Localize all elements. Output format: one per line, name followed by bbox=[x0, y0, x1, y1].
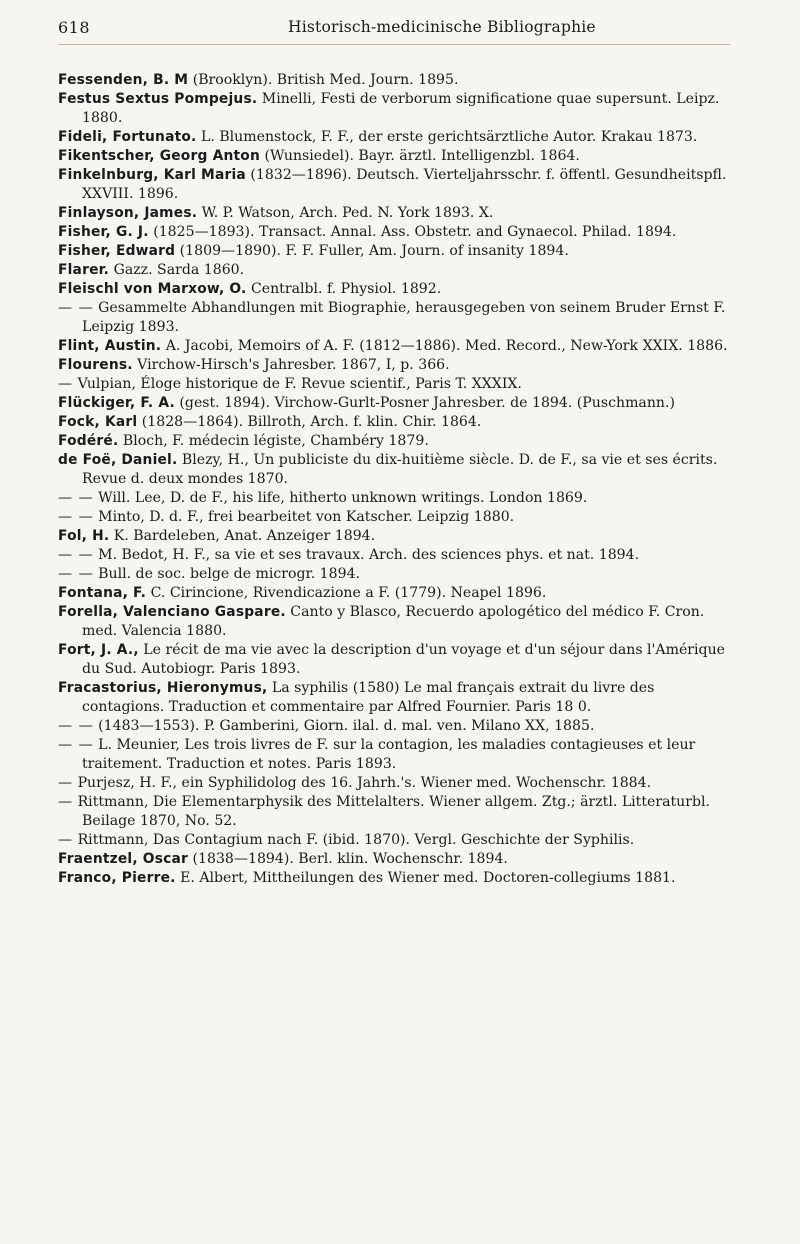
bibliography-entry bbox=[58, 451, 730, 489]
bibliography-entry bbox=[58, 793, 730, 831]
entry-citation: E. Albert, Mittheilungen des Wiener med. Doctoren-collegiums 1881. bbox=[175, 870, 676, 886]
entry-citation: (Wunsiedel). Bayr. ärztl. Intelligenzbl. 1864. bbox=[259, 148, 580, 164]
entry-heading: Fisher, Edward bbox=[58, 243, 176, 259]
entry-heading: Fraentzel, Oscar bbox=[58, 851, 189, 867]
entry-heading: Fort, J. A., bbox=[58, 642, 139, 658]
entry-heading: Fracastorius, Hieronymus, bbox=[58, 680, 268, 696]
ditto-dash: — — bbox=[58, 490, 94, 506]
ditto-dash: — — bbox=[58, 737, 94, 753]
entry-heading: Flint, Austin. bbox=[58, 338, 162, 354]
entry-citation: M. Bedot, H. F., sa vie et ses travaux. Arch. des sciences phys. et nat. 1894. bbox=[93, 547, 640, 563]
entry-heading: Finkelnburg, Karl Maria bbox=[58, 167, 246, 183]
entry-citation: Will. Lee, D. de F., his life, hitherto unknown writings. London 1869. bbox=[93, 490, 588, 506]
bibliography-entry bbox=[58, 679, 730, 717]
entry-citation: A. Jacobi, Memoirs of A. F. (1812—1886). Med. Record., New-York XXIX. 1886. bbox=[161, 338, 728, 354]
entry-citation: Rittmann, Das Contagium nach F. (ibid. 1870). Vergl. Geschichte der Syphilis. bbox=[73, 832, 635, 848]
entry-heading: Fodéré. bbox=[58, 433, 119, 449]
bibliography-entry bbox=[58, 223, 730, 242]
entry-heading: Flückiger, F. A. bbox=[58, 395, 175, 411]
entry-citation: Vulpian, Éloge historique de F. Revue scientif., Paris T. XXXIX. bbox=[73, 376, 522, 392]
entry-citation: Bloch, F. médecin légiste, Chambéry 1879. bbox=[118, 433, 429, 449]
ditto-dash: — — bbox=[58, 718, 94, 734]
bibliography-entry bbox=[58, 850, 730, 869]
entry-citation: Rittmann, Die Elementarphysik des Mittelalters. Wiener allgem. Ztg.; ärztl. Litteraturbl. Beilage 1870, No. 52. bbox=[73, 794, 710, 829]
ditto-dash: — bbox=[58, 775, 74, 791]
entry-heading: Fleischl von Marxow, O. bbox=[58, 281, 247, 297]
entry-citation: L. Meunier, Les trois livres de F. sur la contagion, les maladies contagieuses et leur traitement. Traduction et notes. Paris 1893. bbox=[82, 737, 696, 772]
bibliography-entry bbox=[58, 147, 730, 166]
bibliography-entry bbox=[58, 717, 730, 736]
entry-heading: Fessenden, B. M bbox=[58, 72, 189, 88]
entry-heading: Forella, Valenciano Gaspare. bbox=[58, 604, 286, 620]
bibliography-entry bbox=[58, 242, 730, 261]
bibliography-entry bbox=[58, 565, 730, 584]
entry-heading: Franco, Pierre. bbox=[58, 870, 176, 886]
entry-citation: Gazz. Sarda 1860. bbox=[109, 262, 245, 278]
bibliography-entry bbox=[58, 394, 730, 413]
bibliography-entry bbox=[58, 71, 730, 90]
entry-heading: Fikentscher, Georg Anton bbox=[58, 148, 260, 164]
bibliography-entry bbox=[58, 413, 730, 432]
bibliography-entry bbox=[58, 204, 730, 223]
bibliography-entry bbox=[58, 774, 730, 793]
entry-citation: (1832—1896). Deutsch. Vierteljahrsschr. f. öffentl. Gesundheitspfl. XXVIII. 1896. bbox=[82, 167, 727, 202]
ditto-dash: — — bbox=[58, 566, 94, 582]
entry-heading: Flourens. bbox=[58, 357, 133, 373]
entry-heading: de Foë, Daniel. bbox=[58, 452, 178, 468]
bibliography-entry bbox=[58, 128, 730, 147]
bibliography-entry bbox=[58, 432, 730, 451]
bibliography-entries bbox=[58, 71, 730, 888]
entry-heading: Flarer. bbox=[58, 262, 110, 278]
entry-citation: (1828—1864). Billroth, Arch. f. klin. Chir. 1864. bbox=[137, 414, 482, 430]
page-header bbox=[58, 18, 730, 45]
entry-citation: Purjesz, H. F., ein Syphilidolog des 16. Jahrh.'s. Wiener med. Wochenschr. 1884. bbox=[73, 775, 652, 791]
entry-heading: Fontana, F. bbox=[58, 585, 147, 601]
entry-citation: C. Cirincione, Rivendicazione a F. (1779). Neapel 1896. bbox=[146, 585, 547, 601]
bibliography-entry bbox=[58, 280, 730, 299]
bibliography-entry bbox=[58, 831, 730, 850]
entry-citation: (1809—1890). F. F. Fuller, Am. Journ. of insanity 1894. bbox=[175, 243, 569, 259]
bibliography-entry bbox=[58, 261, 730, 280]
entry-heading: Fock, Karl bbox=[58, 414, 138, 430]
entry-citation: K. Bardeleben, Anat. Anzeiger 1894. bbox=[109, 528, 376, 544]
entry-citation: La syphilis (1580) Le mal français extrait du livre des contagions. Traduction et commentaire par Alfred Fournier. Paris 18 0. bbox=[82, 680, 655, 715]
ditto-dash: — bbox=[58, 376, 74, 392]
bibliography-entry bbox=[58, 527, 730, 546]
entry-citation: W. P. Watson, Arch. Ped. N. York 1893. X. bbox=[197, 205, 494, 221]
bibliography-entry bbox=[58, 375, 730, 394]
entry-citation: Le récit de ma vie avec la description d'un voyage et d'un séjour dans l'Amérique du Sud. Autobiogr. Paris 1893. bbox=[82, 642, 725, 677]
entry-citation: Virchow-Hirsch's Jahresber. 1867, I, p. 366. bbox=[132, 357, 450, 373]
entry-citation: (1838—1894). Berl. klin. Wochenschr. 1894. bbox=[188, 851, 508, 867]
bibliography-entry bbox=[58, 356, 730, 375]
bibliography-entry bbox=[58, 90, 730, 128]
bibliography-entry bbox=[58, 299, 730, 337]
bibliography-entry bbox=[58, 489, 730, 508]
bibliography-entry bbox=[58, 337, 730, 356]
entry-citation: (1825—1893). Transact. Annal. Ass. Obstetr. and Gynaecol. Philad. 1894. bbox=[148, 224, 677, 240]
bibliography-entry bbox=[58, 546, 730, 565]
entry-heading: Festus Sextus Pompejus. bbox=[58, 91, 258, 107]
entry-citation: Blezy, H., Un publiciste du dix-huitième siècle. D. de F., sa vie et ses écrits. Revue d. deux mondes 1870. bbox=[82, 452, 718, 487]
bibliography-entry bbox=[58, 641, 730, 679]
ditto-dash: — — bbox=[58, 509, 94, 525]
entry-heading: Finlayson, James. bbox=[58, 205, 198, 221]
entry-heading: Fisher, G. J. bbox=[58, 224, 149, 240]
entry-heading: Fol, H. bbox=[58, 528, 110, 544]
entry-citation: Centralbl. f. Physiol. 1892. bbox=[246, 281, 442, 297]
bibliography-entry bbox=[58, 584, 730, 603]
bibliography-entry bbox=[58, 869, 730, 888]
entry-citation: Minto, D. d. F., frei bearbeitet von Katscher. Leipzig 1880. bbox=[93, 509, 515, 525]
entry-citation: Bull. de soc. belge de microgr. 1894. bbox=[93, 566, 361, 582]
entry-citation: Minelli, Festi de verborum significatione quae supersunt. Leipz. 1880. bbox=[82, 91, 720, 126]
ditto-dash: — — bbox=[58, 547, 94, 563]
ditto-dash: — bbox=[58, 832, 74, 848]
entry-citation: Gesammelte Abhandlungen mit Biographie, herausgegeben von seinem Bruder Ernst F. Leipzig 1893. bbox=[82, 300, 726, 335]
page-number: 618 bbox=[58, 18, 91, 37]
entry-citation: (1483—1553). P. Gamberini, Giorn. ilal. d. mal. ven. Milano XX, 1885. bbox=[93, 718, 595, 734]
ditto-dash: — bbox=[58, 794, 74, 810]
entry-citation: (gest. 1894). Virchow-Gurlt-Posner Jahresber. de 1894. (Puschmann.) bbox=[174, 395, 675, 411]
ditto-dash: — — bbox=[58, 300, 94, 316]
entry-heading: Fideli, Fortunato. bbox=[58, 129, 197, 145]
bibliography-entry bbox=[58, 166, 730, 204]
entry-citation: Canto y Blasco, Recuerdo apologético del médico F. Cron. med. Valencia 1880. bbox=[82, 604, 705, 639]
entry-citation: (Brooklyn). British Med. Journ. 1895. bbox=[188, 72, 459, 88]
bibliography-entry bbox=[58, 603, 730, 641]
bibliography-entry bbox=[58, 508, 730, 527]
entry-citation: L. Blumenstock, F. F., der erste gerichtsärztliche Autor. Krakau 1873. bbox=[196, 129, 698, 145]
running-head: Historisch-medicinische Bibliographie bbox=[288, 18, 596, 36]
bibliography-entry bbox=[58, 736, 730, 774]
